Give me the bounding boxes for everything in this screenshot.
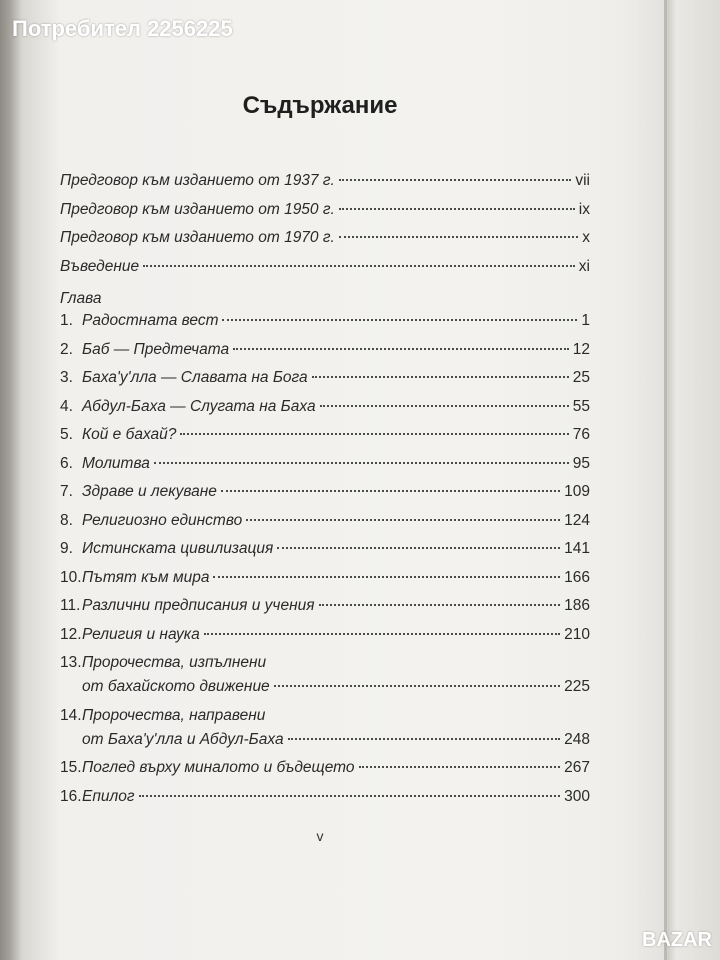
chapter-number: 11. (60, 597, 81, 614)
toc-page: 210 (564, 625, 590, 643)
toc-label: Истинската цивилизация (82, 540, 274, 557)
toc-page: 166 (564, 568, 590, 586)
chapter-number: 12. (60, 625, 82, 643)
toc-row-chapter (60, 341, 590, 370)
toc-page: 95 (572, 454, 590, 472)
dot-leader (143, 265, 575, 267)
toc-label: Предговор към изданието от 1950 г. (60, 200, 335, 218)
chapter-number: 8. (60, 511, 73, 529)
toc-page: 141 (564, 540, 590, 557)
dot-leader (274, 685, 560, 687)
dot-leader (339, 236, 578, 238)
chapter-number: 4. (60, 397, 73, 415)
dot-leader (180, 433, 568, 435)
toc-page: 25 (572, 369, 590, 386)
bazar-logo: BAZAR (642, 929, 712, 951)
dot-leader (154, 462, 569, 464)
toc-row-chapter (60, 426, 590, 455)
toc-page: 186 (564, 597, 590, 614)
toc-label: Радостната вест (82, 312, 219, 329)
toc-row-chapter-cont (60, 731, 590, 760)
toc-label-cont: от бахайското движение (82, 678, 270, 695)
dot-leader (359, 766, 561, 768)
toc-row-chapter (60, 759, 590, 788)
dot-leader (320, 405, 569, 407)
chapter-number: 10. (60, 568, 82, 586)
toc-row-chapter (60, 483, 590, 512)
chapter-number: 13. (60, 654, 82, 671)
chapter-number: 9. (60, 540, 73, 557)
toc-label: Пророчества, изпълнени (82, 654, 267, 671)
dot-leader (339, 208, 575, 210)
chapter-number: 3. (60, 369, 73, 386)
table-of-contents (60, 172, 590, 816)
toc-label: Епилог (82, 787, 135, 805)
toc-label: Религиозно единство (82, 511, 243, 529)
chapter-number: 6. (60, 454, 73, 472)
toc-page: 55 (572, 397, 590, 415)
toc-row-chapter-cont (60, 678, 590, 707)
toc-row-chapter (60, 654, 590, 678)
toc-row-preface-1970 (60, 229, 590, 258)
dot-leader (277, 547, 560, 549)
toc-page: 267 (564, 759, 590, 776)
dot-leader (288, 738, 561, 740)
toc-label: Пътят към мира (82, 568, 210, 586)
toc-row-chapter (60, 626, 590, 655)
toc-row-chapter (60, 398, 590, 427)
toc-label: Абдул-Баха — Слугата на Баха (82, 397, 316, 415)
dot-leader (213, 576, 560, 578)
page-edge (664, 0, 667, 960)
toc-page: 109 (564, 483, 590, 500)
dot-leader (139, 795, 561, 797)
toc-page: 225 (564, 678, 590, 695)
toc-row-chapter (60, 707, 590, 731)
toc-page: xi (578, 257, 590, 275)
dot-leader (221, 490, 560, 492)
toc-row-chapter (60, 597, 590, 626)
chapter-heading: Глава (60, 290, 102, 307)
toc-row-chapter (60, 312, 590, 341)
chapter-number: 5. (60, 426, 73, 443)
chapter-number: 2. (60, 340, 73, 358)
chapter-number: 16. (60, 787, 82, 805)
toc-label: Религия и наука (82, 625, 200, 643)
toc-label: Молитва (82, 454, 150, 472)
toc-label: Въведение (60, 257, 140, 275)
toc-page: 12 (572, 340, 590, 358)
toc-row-chapter (60, 369, 590, 398)
dot-leader (204, 633, 560, 635)
toc-row-introduction (60, 258, 590, 287)
toc-page: 76 (572, 426, 590, 443)
toc-row-chapter (60, 569, 590, 598)
toc-row-chapter (60, 455, 590, 484)
watermark-username: Потребител 2256225 (12, 16, 233, 41)
chapter-number: 7. (60, 483, 73, 500)
dot-leader (339, 179, 572, 181)
toc-row-chapter (60, 788, 590, 817)
toc-page: 248 (564, 730, 590, 748)
chapter-number: 1. (60, 312, 73, 329)
toc-label: Пророчества, направени (82, 706, 266, 724)
dot-leader (246, 519, 560, 521)
toc-page: vii (575, 172, 590, 189)
toc-label-cont: от Баха'у'лла и Абдул-Баха (82, 730, 284, 748)
dot-leader (233, 348, 569, 350)
chapter-number: 15. (60, 759, 82, 776)
toc-label: Различни предписания и учения (82, 597, 315, 614)
toc-label: Баб — Предтечата (82, 340, 230, 358)
chapter-number: 14. (60, 706, 82, 724)
toc-row-preface-1937 (60, 172, 590, 201)
toc-row-chapter (60, 540, 590, 569)
page-title: Съдържание (242, 92, 398, 119)
page-number: v (316, 828, 324, 844)
toc-page: ix (578, 200, 590, 218)
dot-leader (312, 376, 569, 378)
toc-page: 300 (564, 787, 590, 805)
toc-label: Кой е бахай? (82, 426, 177, 443)
toc-label: Предговор към изданието от 1937 г. (60, 172, 335, 189)
dot-leader (319, 604, 561, 606)
toc-page: 1 (581, 312, 590, 329)
toc-label: Здраве и лекуване (82, 483, 217, 500)
toc-page: x (582, 229, 590, 246)
toc-row-chapter (60, 512, 590, 541)
dot-leader (222, 319, 577, 321)
toc-page: 124 (564, 511, 590, 529)
toc-label: Предговор към изданието от 1970 г. (60, 229, 335, 246)
toc-row-preface-1950 (60, 201, 590, 230)
toc-label: Поглед върху миналото и бъдещето (82, 759, 355, 776)
toc-label: Баха'у'лла — Славата на Бога (82, 369, 308, 386)
